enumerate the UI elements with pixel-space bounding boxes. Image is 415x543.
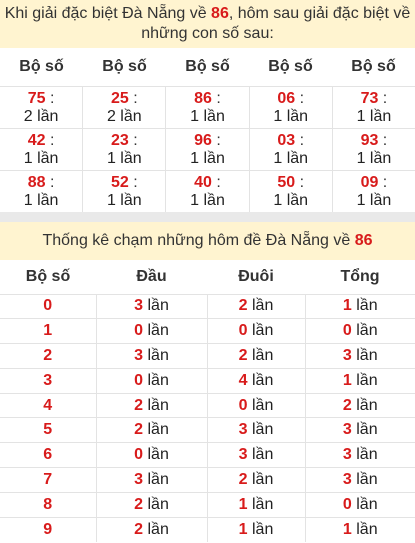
number-cell[interactable] bbox=[333, 87, 415, 128]
heading-suffix: , hôm sau giải đặc biệt về những con số sau: bbox=[141, 5, 411, 42]
cell-count: 1 lần bbox=[356, 150, 392, 167]
cell-number: 40 bbox=[194, 174, 212, 191]
dau-cell bbox=[96, 393, 207, 418]
number-cell[interactable] bbox=[83, 171, 166, 212]
number-cell[interactable] bbox=[0, 87, 83, 128]
dau-count: 0 bbox=[134, 322, 144, 340]
grid-column-header: Bộ số bbox=[351, 58, 396, 75]
cell-number: 23 bbox=[110, 132, 129, 149]
unit-label: lần bbox=[147, 495, 169, 513]
unit-label: lần bbox=[147, 297, 169, 315]
duoi-count: 0 bbox=[238, 322, 248, 340]
duoi-count: 2 bbox=[238, 346, 248, 364]
digit-cell: 5 bbox=[0, 418, 96, 443]
duoi-count: 4 bbox=[238, 371, 248, 389]
cell-colon: : bbox=[45, 90, 55, 107]
cell-number: 25 bbox=[110, 90, 129, 107]
cell-colon: : bbox=[211, 174, 221, 191]
digit-cell: 6 bbox=[0, 443, 96, 468]
table-row bbox=[0, 443, 415, 468]
duoi-count: 2 bbox=[238, 297, 248, 315]
grid-column-header: Bộ số bbox=[268, 58, 313, 75]
section-divider bbox=[0, 212, 415, 222]
dau-count: 3 bbox=[134, 346, 144, 364]
cell-colon: : bbox=[295, 90, 305, 107]
cell-count: 1 lần bbox=[190, 108, 225, 125]
cell-colon: : bbox=[128, 132, 138, 149]
unit-label: lần bbox=[356, 346, 378, 364]
unit-label: lần bbox=[252, 396, 274, 414]
cell-colon: : bbox=[128, 174, 138, 191]
dau-cell bbox=[96, 468, 207, 493]
next-day-numbers-grid bbox=[0, 48, 415, 212]
unit-label: lần bbox=[147, 446, 169, 464]
number-cell[interactable] bbox=[0, 171, 83, 212]
tong-cell bbox=[305, 418, 415, 443]
dau-cell bbox=[96, 319, 207, 344]
cell-colon: : bbox=[295, 174, 305, 191]
result-heading bbox=[0, 0, 415, 48]
unit-label: lần bbox=[147, 520, 169, 538]
unit-label: lần bbox=[252, 297, 274, 315]
cell-number: 75 bbox=[27, 90, 46, 107]
table-row bbox=[0, 492, 415, 517]
grid-row bbox=[0, 170, 415, 212]
unit-label: lần bbox=[252, 371, 274, 389]
unit-label: lần bbox=[356, 495, 378, 513]
dau-cell bbox=[96, 517, 207, 542]
cell-count: 1 lần bbox=[190, 192, 225, 209]
cell-colon: : bbox=[378, 90, 388, 107]
cell-colon: : bbox=[211, 132, 221, 149]
dau-count: 3 bbox=[134, 297, 144, 315]
tong-cell bbox=[305, 468, 415, 493]
unit-label: lần bbox=[252, 421, 274, 439]
tong-cell bbox=[305, 294, 415, 319]
stats-heading-prefix: Thống kê chạm những hôm đề Đà Nẵng về bbox=[42, 232, 355, 249]
digit-cell: 7 bbox=[0, 468, 96, 493]
duoi-cell bbox=[207, 393, 305, 418]
cell-count: 1 lần bbox=[273, 108, 309, 125]
cell-count: 1 lần bbox=[273, 150, 309, 167]
duoi-count: 3 bbox=[238, 421, 248, 439]
unit-label: lần bbox=[356, 470, 378, 488]
table-row bbox=[0, 393, 415, 418]
digit-cell: 9 bbox=[0, 517, 96, 542]
cell-number: 86 bbox=[194, 90, 212, 107]
grid-row bbox=[0, 128, 415, 170]
tong-count: 1 bbox=[342, 297, 352, 315]
cell-number: 93 bbox=[360, 132, 379, 149]
cell-count: 1 lần bbox=[356, 192, 392, 209]
duoi-cell bbox=[207, 344, 305, 369]
duoi-cell bbox=[207, 443, 305, 468]
duoi-cell bbox=[207, 517, 305, 542]
tong-cell bbox=[305, 443, 415, 468]
dau-count: 0 bbox=[134, 446, 144, 464]
grid-column-header: Bộ số bbox=[19, 58, 64, 75]
number-cell[interactable] bbox=[83, 87, 166, 128]
unit-label: lần bbox=[252, 470, 274, 488]
tong-count: 3 bbox=[342, 470, 352, 488]
digit-cell: 1 bbox=[0, 319, 96, 344]
cell-number: 96 bbox=[194, 132, 212, 149]
dau-cell bbox=[96, 344, 207, 369]
tong-cell bbox=[305, 393, 415, 418]
tong-count: 3 bbox=[342, 421, 352, 439]
dau-cell bbox=[96, 492, 207, 517]
unit-label: lần bbox=[356, 396, 378, 414]
stats-heading bbox=[0, 222, 415, 260]
dau-count: 2 bbox=[134, 520, 144, 538]
duoi-cell bbox=[207, 368, 305, 393]
cell-number: 52 bbox=[110, 174, 129, 191]
grid-column-header: Bộ số bbox=[102, 58, 147, 75]
col-dau: Đầu bbox=[136, 267, 167, 285]
tong-count: 3 bbox=[342, 346, 352, 364]
unit-label: lần bbox=[252, 446, 274, 464]
dau-count: 2 bbox=[134, 421, 144, 439]
number-cell[interactable] bbox=[166, 87, 249, 128]
table-body bbox=[0, 294, 415, 542]
cell-count: 1 lần bbox=[190, 150, 225, 167]
duoi-cell bbox=[207, 492, 305, 517]
col-tong: Tổng bbox=[340, 267, 380, 285]
cell-count: 2 lần bbox=[23, 108, 59, 125]
table-row bbox=[0, 344, 415, 369]
unit-label: lần bbox=[252, 346, 274, 364]
unit-label: lần bbox=[147, 421, 169, 439]
dau-cell bbox=[96, 418, 207, 443]
number-cell[interactable] bbox=[166, 129, 249, 170]
tong-cell bbox=[305, 492, 415, 517]
cell-count: 1 lần bbox=[106, 192, 142, 209]
cell-colon: : bbox=[211, 90, 221, 107]
cell-count: 1 lần bbox=[23, 150, 59, 167]
cell-number: 03 bbox=[277, 132, 296, 149]
grid-body bbox=[0, 86, 415, 212]
grid-row bbox=[0, 86, 415, 128]
cell-colon: : bbox=[45, 174, 55, 191]
number-cell[interactable] bbox=[166, 171, 249, 212]
duoi-count: 1 bbox=[238, 520, 248, 538]
col-duoi: Đuôi bbox=[238, 267, 274, 285]
cell-count: 2 lần bbox=[106, 108, 142, 125]
dau-cell bbox=[96, 294, 207, 319]
unit-label: lần bbox=[356, 297, 378, 315]
duoi-count: 3 bbox=[238, 446, 248, 464]
unit-label: lần bbox=[147, 396, 169, 414]
table-row bbox=[0, 294, 415, 319]
cell-colon: : bbox=[295, 132, 305, 149]
dau-cell bbox=[96, 443, 207, 468]
table-row bbox=[0, 368, 415, 393]
unit-label: lần bbox=[356, 446, 378, 464]
duoi-cell bbox=[207, 294, 305, 319]
cell-count: 1 lần bbox=[23, 192, 59, 209]
grid-column-header: Bộ số bbox=[185, 58, 230, 75]
cell-count: 1 lần bbox=[106, 150, 142, 167]
unit-label: lần bbox=[252, 322, 274, 340]
heading-number: 86 bbox=[211, 5, 229, 22]
unit-label: lần bbox=[356, 520, 378, 538]
digit-cell: 2 bbox=[0, 344, 96, 369]
unit-label: lần bbox=[147, 346, 169, 364]
tong-count: 0 bbox=[342, 322, 352, 340]
cell-number: 88 bbox=[27, 174, 46, 191]
number-cell[interactable] bbox=[0, 129, 83, 170]
dau-count: 2 bbox=[134, 396, 144, 414]
table-row bbox=[0, 319, 415, 344]
digit-stats-table bbox=[0, 260, 415, 542]
unit-label: lần bbox=[356, 371, 378, 389]
duoi-count: 2 bbox=[238, 470, 248, 488]
unit-label: lần bbox=[147, 371, 169, 389]
cell-number: 09 bbox=[360, 174, 379, 191]
digit-cell: 4 bbox=[0, 393, 96, 418]
number-cell[interactable] bbox=[250, 129, 333, 170]
cell-number: 42 bbox=[27, 132, 46, 149]
unit-label: lần bbox=[356, 322, 378, 340]
cell-colon: : bbox=[378, 174, 388, 191]
tong-count: 1 bbox=[342, 520, 352, 538]
table-row bbox=[0, 418, 415, 443]
stats-heading-number: 86 bbox=[354, 232, 373, 249]
col-bo-so: Bộ số bbox=[25, 267, 71, 285]
dau-count: 3 bbox=[134, 470, 144, 488]
tong-cell bbox=[305, 517, 415, 542]
tong-count: 1 bbox=[342, 371, 352, 389]
cell-number: 73 bbox=[360, 90, 379, 107]
heading-prefix: Khi giải đặc biệt Đà Nẵng về bbox=[4, 5, 212, 22]
cell-colon: : bbox=[45, 132, 55, 149]
cell-count: 1 lần bbox=[273, 192, 309, 209]
dau-cell bbox=[96, 368, 207, 393]
number-cell[interactable] bbox=[250, 87, 333, 128]
tong-cell bbox=[305, 344, 415, 369]
duoi-count: 1 bbox=[238, 495, 248, 513]
cell-number: 50 bbox=[277, 174, 296, 191]
grid-header-row bbox=[0, 48, 415, 86]
tong-cell bbox=[305, 368, 415, 393]
number-cell[interactable] bbox=[333, 129, 415, 170]
cell-count: 1 lần bbox=[356, 108, 392, 125]
tong-count: 3 bbox=[342, 446, 352, 464]
number-cell[interactable] bbox=[250, 171, 333, 212]
tong-count: 2 bbox=[342, 396, 352, 414]
duoi-cell bbox=[207, 319, 305, 344]
unit-label: lần bbox=[147, 470, 169, 488]
digit-cell: 8 bbox=[0, 492, 96, 517]
duoi-cell bbox=[207, 418, 305, 443]
table-row bbox=[0, 468, 415, 493]
unit-label: lần bbox=[252, 495, 274, 513]
number-cell[interactable] bbox=[333, 171, 415, 212]
cell-colon: : bbox=[378, 132, 388, 149]
number-cell[interactable] bbox=[83, 129, 166, 170]
tong-cell bbox=[305, 319, 415, 344]
unit-label: lần bbox=[356, 421, 378, 439]
digit-cell: 3 bbox=[0, 368, 96, 393]
duoi-cell bbox=[207, 468, 305, 493]
cell-number: 06 bbox=[277, 90, 296, 107]
digit-cell: 0 bbox=[0, 294, 96, 319]
tong-count: 0 bbox=[342, 495, 352, 513]
duoi-count: 0 bbox=[238, 396, 248, 414]
table-header-row bbox=[0, 260, 415, 294]
table-row bbox=[0, 517, 415, 542]
unit-label: lần bbox=[252, 520, 274, 538]
cell-colon: : bbox=[128, 90, 138, 107]
unit-label: lần bbox=[147, 322, 169, 340]
dau-count: 0 bbox=[134, 371, 144, 389]
dau-count: 2 bbox=[134, 495, 144, 513]
